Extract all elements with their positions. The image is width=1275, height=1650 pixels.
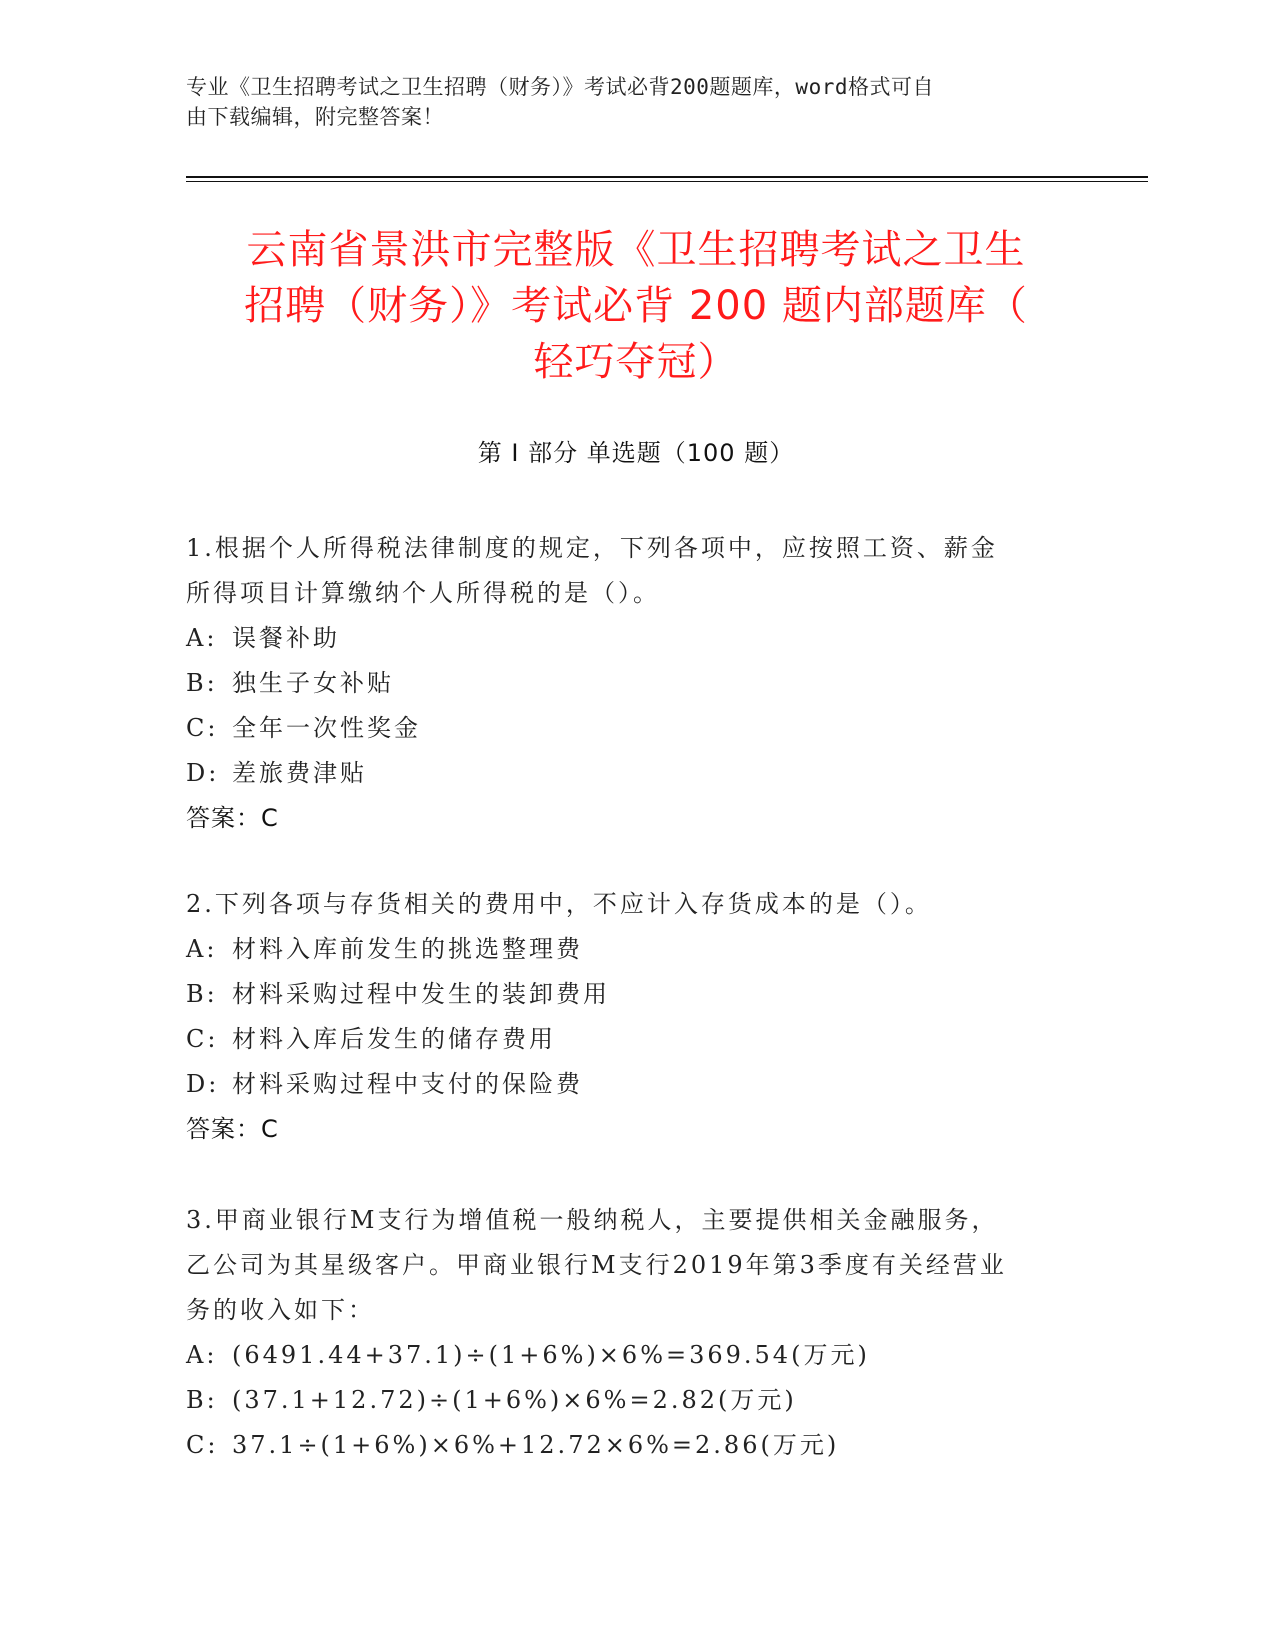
- option-text: 37.1÷(1+6%)×6%+12.72×6%=2.86(万元): [232, 1431, 840, 1459]
- question-1: [186, 526, 1086, 841]
- option-key: B:: [186, 1386, 218, 1414]
- option-text: 误餐补助: [232, 624, 340, 652]
- question-2-option-a: [186, 927, 1086, 972]
- option-text: 材料采购过程中发生的装卸费用: [232, 980, 610, 1008]
- title-line-2: 招聘（财务）》考试必背 200 题内部题库（: [244, 283, 1028, 329]
- option-key: C:: [186, 1431, 219, 1459]
- question-1-line-2: 所得项目计算缴纳个人所得税的是（）。: [186, 579, 660, 607]
- question-2-line-1: 2.下列各项与存货相关的费用中，不应计入存货成本的是（）。: [186, 890, 932, 918]
- title-line-3: 轻巧夺冠）: [533, 339, 739, 385]
- option-key: B:: [186, 980, 218, 1008]
- option-key: C:: [186, 1025, 219, 1053]
- question-2-text: [186, 882, 1086, 927]
- question-1-option-c: [186, 706, 1086, 751]
- question-1-option-b: [186, 661, 1086, 706]
- question-3-line-2: 乙公司为其星级客户。甲商业银行M支行2019年第3季度有关经营业: [186, 1251, 1007, 1279]
- question-3-text: [186, 1198, 1086, 1333]
- question-3-line-1: 3.甲商业银行M支行为增值税一般纳税人，主要提供相关金融服务，: [186, 1206, 999, 1234]
- option-text: 差旅费津贴: [232, 759, 367, 787]
- question-2-option-d: [186, 1062, 1086, 1107]
- question-3-option-c: [186, 1423, 1086, 1468]
- option-key: B:: [186, 669, 218, 697]
- intro-line-2: 由下载编辑，附完整答案！: [186, 105, 444, 129]
- header-rule-thick: [186, 176, 1148, 178]
- option-text: (37.1+12.72)÷(1+6%)×6%=2.82(万元): [232, 1386, 797, 1414]
- question-3-line-3: 务的收入如下：: [186, 1296, 375, 1324]
- question-3: [186, 1198, 1086, 1468]
- intro-line-1: 专业《卫生招聘考试之卫生招聘（财务）》考试必背200题题库，word格式可自: [186, 75, 934, 99]
- option-text: 独生子女补贴: [232, 669, 394, 697]
- option-key: A:: [186, 935, 218, 963]
- question-1-line-1: 1.根据个人所得税法律制度的规定，下列各项中，应按照工资、薪金: [186, 534, 998, 562]
- question-3-option-a: [186, 1333, 1086, 1378]
- title-line-1: 云南省景洪市完整版《卫生招聘考试之卫生: [246, 227, 1026, 273]
- question-2: [186, 882, 1086, 1152]
- intro-text: [186, 72, 1066, 132]
- question-2-answer: 答案：C: [186, 1115, 279, 1143]
- header-rule-thin: [186, 181, 1148, 182]
- question-3-option-b: [186, 1378, 1086, 1423]
- option-key: A:: [186, 1341, 218, 1369]
- option-text: 材料采购过程中支付的保险费: [232, 1070, 583, 1098]
- question-1-option-d: [186, 751, 1086, 796]
- option-key: A:: [186, 624, 218, 652]
- option-text: (6491.44+37.1)÷(1+6%)×6%=369.54(万元): [232, 1341, 870, 1369]
- question-1-answer: 答案：C: [186, 804, 279, 832]
- document-title: [186, 222, 1086, 390]
- option-key: D:: [186, 1070, 220, 1098]
- question-2-option-c: [186, 1017, 1086, 1062]
- option-text: 材料入库后发生的储存费用: [232, 1025, 556, 1053]
- option-text: 材料入库前发生的挑选整理费: [232, 935, 583, 963]
- section-heading: 第 I 部分 单选题（100 题）: [477, 439, 795, 467]
- question-2-option-b: [186, 972, 1086, 1017]
- option-text: 全年一次性奖金: [232, 714, 421, 742]
- option-key: D:: [186, 759, 220, 787]
- option-key: C:: [186, 714, 219, 742]
- question-1-option-a: [186, 616, 1086, 661]
- question-1-text: [186, 526, 1086, 616]
